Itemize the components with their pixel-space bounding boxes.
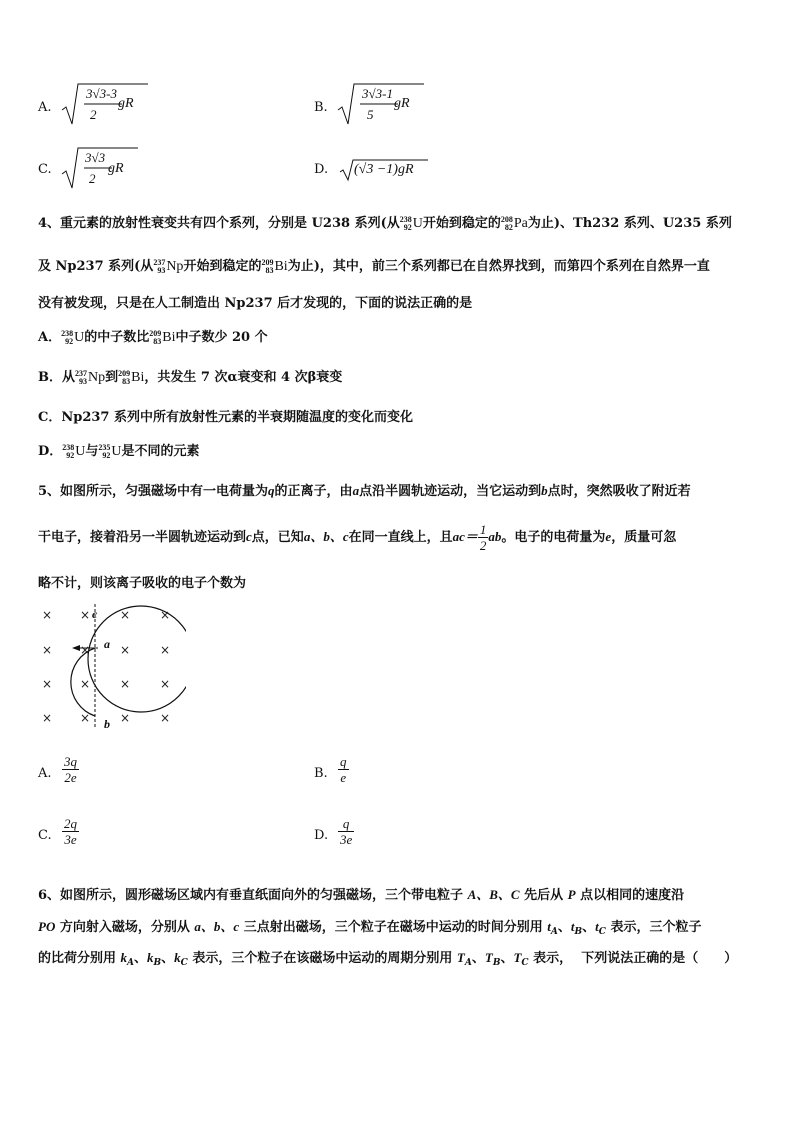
q5-option-a-label: A. [38, 766, 52, 781]
point-b-label: b [104, 717, 110, 731]
q3-option-c-num: 3√3 [85, 150, 106, 165]
field-cross: × [80, 677, 91, 691]
q4-line-1: 4、重元素的放射性衰变共有四个系列，分别是 U238 系列(从 238 92 U开始到稳定的 208 82 Pa为止)、Th232 系列、U235 系列 [38, 215, 732, 233]
field-cross: × [120, 608, 131, 622]
field-cross: × [160, 608, 171, 622]
nuclide-pa208: 208 82 Pa [500, 215, 528, 233]
q3-option-b-num: 3√3-1 [362, 86, 393, 101]
q5-option-a-frac: $\frac{3q}{2e}$ [64, 754, 77, 785]
q4-line-2: 及 Np237 系列(从 237 93 Np开始到稳定的 209 83 Bi为止)，其中，前三个系列都已在自然界找到，而第四个系列在自然界一直 [38, 258, 710, 276]
q3-option-c-tail: gR [108, 161, 124, 176]
field-cross: × [160, 711, 171, 725]
q4-option-a: A． 238 92 U的中子数比 209 83 Bi中子数少 20 个 [38, 329, 268, 347]
q4-option-c: C．Np237 系列中所有放射性元素的半衰期随温度的变化而变化 [38, 410, 413, 425]
q3-option-a-tail: gR [118, 96, 134, 111]
q5-option-c-frac: $\frac{2q}{3e}$ [64, 816, 77, 847]
field-cross: × [120, 711, 131, 725]
q5-line-2: 干电子，接着沿另一半圆轨迹运动到c点，已知a、b、c在同一直线上，且ac＝ $\frac{1}{2}$ ab。电子的电荷量为e，质量可忽 [38, 522, 677, 553]
field-cross: × [80, 711, 91, 725]
q3-option-a-num: 3√3-3 [86, 86, 117, 101]
field-cross: × [42, 677, 53, 691]
q3-option-b-tail: gR [394, 96, 410, 111]
field-cross: × [120, 677, 131, 691]
point-a-label: a [104, 637, 110, 651]
q5-line-3: 略不计，则该离子吸收的电子个数为 [38, 576, 247, 591]
q3-option-b-den: 5 [367, 107, 374, 122]
q3-option-b-label: B. [314, 100, 328, 115]
field-cross: × [42, 711, 53, 725]
q5-line-1: 5、如图所示，匀强磁场中有一电荷量为q的正离子，由a点沿半圆轨迹运动，当它运动到b点时，突然吸收了附近若 [38, 483, 691, 499]
field-cross: × [160, 643, 171, 657]
q6-line-2: PO 方向射入磁场，分别从 a、b、c 三点射出磁场，三个粒子在磁场中运动的时间分别用 $t_A$、$t_B$、$t_C$ 表示，三个粒子 [38, 919, 702, 937]
q4-line-3: 没有被发现，只是在人工制造出 Np237 后才发现的，下面的说法正确的是 [38, 296, 473, 311]
field-cross: × [80, 608, 91, 622]
field-cross: × [42, 643, 53, 657]
nuclide-u238: 238 92 U [399, 215, 423, 233]
nuclide-np237: 237 93 Np [153, 258, 184, 276]
q5-option-b-frac: $\frac{q}{e}$ [340, 754, 347, 785]
q4-option-b: B．从 237 93 Np到 209 83 Bi，共发生 7 次α衰变和 4 次β衰变 [38, 369, 343, 387]
q3-option-a-den: 2 [90, 107, 97, 122]
q6-line-3: 的比荷分别用 $k_A$、$k_B$、$k_C$ 表示，三个粒子在该磁场中运动的周期分别用 $T_A$、$T_B$、$T_C$ 表示， 下列说法正确的是（ ） [38, 950, 738, 968]
q4-option-d: D． 238 92 U与 235 92 U是不同的元素 [38, 443, 200, 461]
field-cross: × [80, 643, 91, 657]
large-semicircle [88, 606, 186, 712]
q3-option-c-den: 2 [89, 171, 96, 186]
q3-option-d-label: D. [314, 162, 329, 177]
q5-option-d-label: D. [314, 828, 329, 843]
q5-option-c-label: C. [38, 828, 52, 843]
nuclide-bi209: 209 83 Bi [261, 258, 288, 276]
q3-option-d-expr: (√3 −1)gR [354, 162, 414, 177]
q6-line-1: 6、如图所示，圆形磁场区域内有垂直纸面向外的匀强磁场，三个带电粒子 A、B、C 先后从 P 点以相同的速度沿 [38, 887, 685, 903]
field-cross: × [42, 608, 53, 622]
point-c-label: c [92, 607, 98, 621]
q5-option-d-frac: $\frac{q}{3e}$ [340, 816, 353, 847]
q3-option-a-label: A. [38, 100, 52, 115]
q3-option-c-label: C. [38, 162, 52, 177]
field-cross: × [160, 677, 171, 691]
q5-option-b-label: B. [314, 766, 328, 781]
field-cross: × [120, 643, 131, 657]
arrowhead [72, 645, 80, 651]
